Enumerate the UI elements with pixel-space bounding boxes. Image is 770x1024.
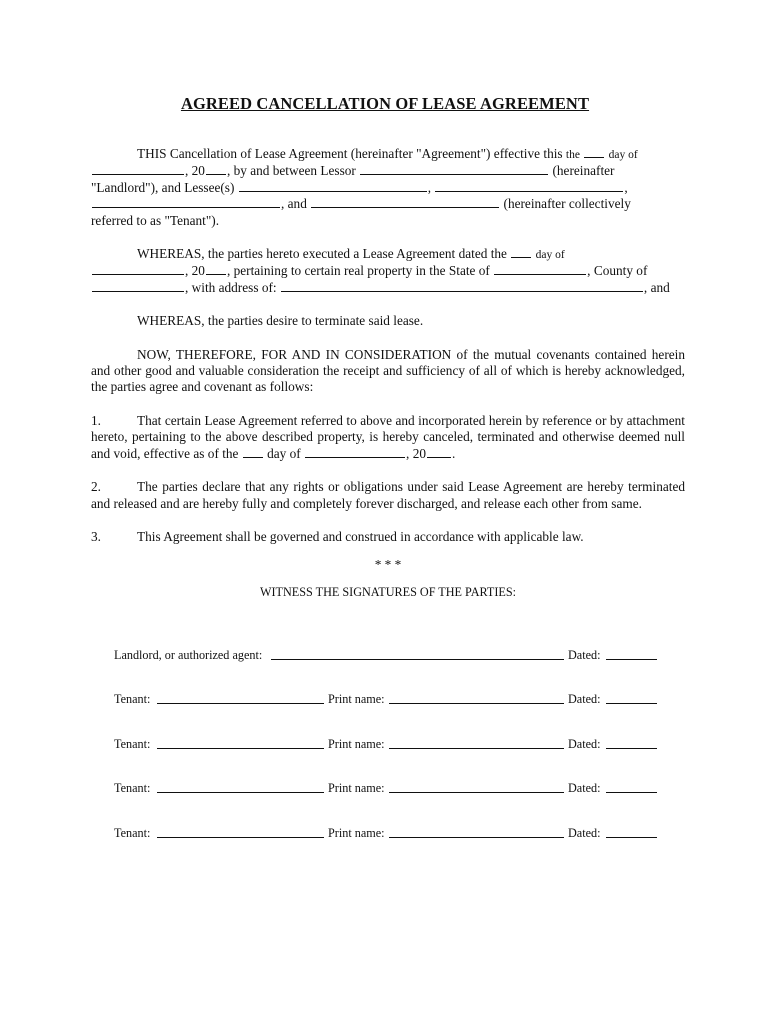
intro-paragraph: THIS Cancellation of Lease Agreement (hereinafter "Agreement") effective this the day of , 20 , by and between Lessor (hereinafter "Landlord"), and Lessee(s) , , , and (hereinafter collectively referred to as "Tenant").: [91, 146, 638, 228]
tenant-label: Tenant:: [114, 826, 151, 840]
whereas-paragraph-1: WHEREAS, the parties hereto executed a Lease Agreement dated the day of , 20 , pertaining to certain real property in the State of , County of , with address of: , and: [91, 246, 685, 296]
tenant-signature-row: [114, 692, 659, 708]
effective-year-blank[interactable]: [206, 163, 226, 175]
dated-label: Dated:: [568, 692, 601, 706]
document-title: AGREED CANCELLATION OF LEASE AGREEMENT: [180, 94, 590, 113]
now-therefore-paragraph: NOW, THEREFORE, FOR AND IN CONSIDERATION of the mutual covenants contained herein and other good and valuable consideration the receipt and sufficiency of all of which is hereby acknowledged, the parties agree and covenant as follows:: [91, 346, 685, 395]
tenant-label: Tenant:: [114, 692, 151, 706]
dated-line[interactable]: [606, 703, 657, 704]
print-name-label: Print name:: [328, 692, 385, 706]
dated-line[interactable]: [606, 792, 657, 793]
print-name-line[interactable]: [389, 748, 564, 749]
lessee-3-blank[interactable]: [92, 196, 280, 208]
cancel-day-blank[interactable]: [243, 446, 263, 458]
tenant-signature-line[interactable]: [157, 703, 324, 704]
dated-label: Dated:: [568, 781, 601, 795]
dated-label: Dated:: [568, 737, 601, 751]
print-name-line[interactable]: [389, 703, 564, 704]
lessee-4-blank[interactable]: [311, 196, 499, 208]
tenant-signature-line[interactable]: [157, 837, 324, 838]
lease-day-blank[interactable]: [511, 246, 531, 258]
dated-label: Dated:: [568, 648, 601, 662]
tenant-signature-row: [114, 826, 659, 842]
landlord-signature-row: [114, 648, 659, 664]
lessor-blank[interactable]: [360, 163, 548, 175]
landlord-signature-line[interactable]: [271, 659, 564, 660]
dated-line[interactable]: [606, 659, 657, 660]
witness-heading: WITNESS THE SIGNATURES OF THE PARTIES:: [259, 584, 517, 599]
print-name-label: Print name:: [328, 737, 385, 751]
cancel-month-blank[interactable]: [305, 446, 405, 458]
lessee-1-blank[interactable]: [239, 180, 427, 192]
clause-3: 3. This Agreement shall be governed and construed in accordance with applicable law.: [91, 528, 584, 544]
clause-1: 1. That certain Lease Agreement referred to above and incorporated herein by reference or by attachment hereto, pertaining to the above described property, is hereby canceled, terminated and otherwise deemed null and void, effective as of the day of , 20 .: [91, 412, 685, 461]
address-blank[interactable]: [281, 280, 643, 292]
tenant-label: Tenant:: [114, 737, 151, 751]
tenant-signature-line[interactable]: [157, 748, 324, 749]
print-name-label: Print name:: [328, 781, 385, 795]
document-body: [91, 146, 685, 600]
cancel-year-blank[interactable]: [427, 446, 451, 458]
print-name-label: Print name:: [328, 826, 385, 840]
tenant-signature-line[interactable]: [157, 792, 324, 793]
print-name-line[interactable]: [389, 837, 564, 838]
tenant-signature-row: [114, 737, 659, 753]
effective-month-blank[interactable]: [92, 163, 184, 175]
lease-month-blank[interactable]: [92, 263, 184, 275]
separator: * * *: [374, 557, 402, 573]
lease-year-blank[interactable]: [206, 263, 226, 275]
state-blank[interactable]: [494, 263, 586, 275]
dated-line[interactable]: [606, 748, 657, 749]
clause-2: 2. The parties declare that any rights or obligations under said Lease Agreement are hereby terminated and released and are hereby fully and completely forever discharged, and release each other from same.: [91, 479, 685, 511]
tenant-signature-row: [114, 781, 659, 797]
dated-label: Dated:: [568, 826, 601, 840]
tenant-label: Tenant:: [114, 781, 151, 795]
landlord-label: Landlord, or authorized agent:: [114, 648, 263, 662]
whereas-paragraph-2: WHEREAS, the parties desire to terminate said lease.: [137, 313, 424, 329]
lessee-2-blank[interactable]: [435, 180, 623, 192]
print-name-line[interactable]: [389, 792, 564, 793]
county-blank[interactable]: [92, 280, 184, 292]
dated-line[interactable]: [606, 837, 657, 838]
effective-day-blank[interactable]: [584, 146, 604, 158]
